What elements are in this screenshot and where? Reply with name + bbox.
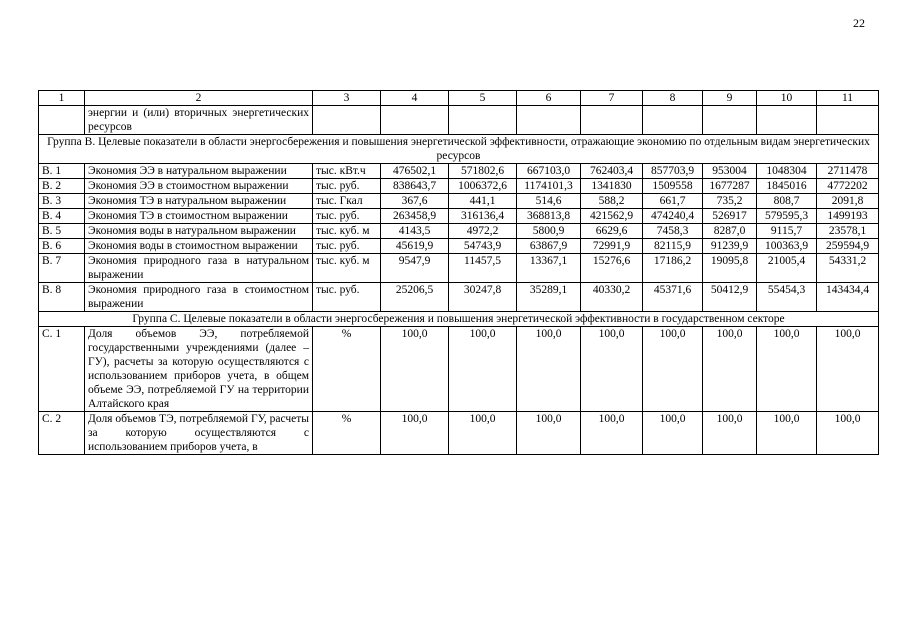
target-indicators-table	[38, 90, 879, 455]
table-row	[39, 209, 879, 224]
value-cell: 316136,4	[449, 209, 517, 224]
value-cell: 368813,8	[517, 209, 581, 224]
group-c-header-row	[39, 312, 879, 327]
column-number: 8	[643, 91, 703, 106]
value-cell: 55454,3	[757, 283, 817, 312]
value-cell: 11457,5	[449, 254, 517, 283]
indicator-code: В. 8	[39, 283, 85, 312]
value-cell: 571802,6	[449, 164, 517, 179]
value-cell: 19095,8	[703, 254, 757, 283]
column-number: 1	[39, 91, 85, 106]
value-cell: 100,0	[703, 412, 757, 455]
value-cell: 100,0	[643, 327, 703, 412]
table-row	[39, 224, 879, 239]
value-cell: 100,0	[581, 327, 643, 412]
indicator-code: С. 2	[39, 412, 85, 455]
continuation-row	[39, 106, 879, 135]
value-cell: 4972,2	[449, 224, 517, 239]
value-cell: 421562,9	[581, 209, 643, 224]
value-cell: 143434,4	[817, 283, 879, 312]
value-cell: 4772202	[817, 179, 879, 194]
column-number: 11	[817, 91, 879, 106]
group-b-header-row	[39, 135, 879, 164]
value-cell: 808,7	[757, 194, 817, 209]
table-row	[39, 327, 879, 412]
table-row	[39, 194, 879, 209]
value-cell: 91239,9	[703, 239, 757, 254]
value-cell: 100,0	[703, 327, 757, 412]
value-cell: 30247,8	[449, 283, 517, 312]
column-number: 4	[381, 91, 449, 106]
value-cell: 667103,0	[517, 164, 581, 179]
value-cell: 8287,0	[703, 224, 757, 239]
indicator-code: В. 7	[39, 254, 85, 283]
value-cell: 45619,9	[381, 239, 449, 254]
value-cell: 100,0	[449, 412, 517, 455]
value-cell: 100363,9	[757, 239, 817, 254]
column-number: 9	[703, 91, 757, 106]
indicator-description: Экономия природного газа в стоимостном выражении	[85, 283, 313, 312]
value-cell: 50412,9	[703, 283, 757, 312]
value-cell: 441,1	[449, 194, 517, 209]
value-cell: 762403,4	[581, 164, 643, 179]
value-cell: 100,0	[643, 412, 703, 455]
value-cell: 514,6	[517, 194, 581, 209]
value-cell: 661,7	[643, 194, 703, 209]
indicator-description: Экономия ЭЭ в натуральном выражении	[85, 164, 313, 179]
column-number: 7	[581, 91, 643, 106]
indicator-description: Экономия ТЭ в натуральном выражении	[85, 194, 313, 209]
unit-cell: тыс. руб.	[313, 209, 381, 224]
group-c-title: Группа С. Целевые показатели в области энергосбережения и повышения энергетической эффективности в государственном секторе	[39, 312, 879, 327]
value-cell: 1845016	[757, 179, 817, 194]
value-cell: 17186,2	[643, 254, 703, 283]
indicator-description: Экономия природного газа в натуральном выражении	[85, 254, 313, 283]
value-cell: 13367,1	[517, 254, 581, 283]
group-b-title: Группа В. Целевые показатели в области энергосбережения и повышения энергетической эффективности, отражающие экономию по отдельным видам энергетических ресурсов	[39, 135, 879, 164]
indicator-code: С. 1	[39, 327, 85, 412]
value-cell: 588,2	[581, 194, 643, 209]
value-cell: 1499193	[817, 209, 879, 224]
value-cell: 100,0	[517, 327, 581, 412]
value-cell: 526917	[703, 209, 757, 224]
column-number: 10	[757, 91, 817, 106]
indicator-code: В. 6	[39, 239, 85, 254]
value-cell: 72991,9	[581, 239, 643, 254]
value-cell: 100,0	[581, 412, 643, 455]
page-number: 22	[853, 16, 865, 30]
value-cell: 100,0	[381, 327, 449, 412]
indicator-code: В. 3	[39, 194, 85, 209]
indicator-code: В. 1	[39, 164, 85, 179]
value-cell: 259594,9	[817, 239, 879, 254]
value-cell: 476502,1	[381, 164, 449, 179]
indicator-code: В. 5	[39, 224, 85, 239]
value-cell: 367,6	[381, 194, 449, 209]
value-cell: 82115,9	[643, 239, 703, 254]
value-cell: 1341830	[581, 179, 643, 194]
column-number-row	[39, 91, 879, 106]
value-cell: 54743,9	[449, 239, 517, 254]
value-cell: 100,0	[817, 327, 879, 412]
value-cell: 2091,8	[817, 194, 879, 209]
indicator-description: Доля объемов ЭЭ, потребляемой государственными учреждениями (далее – ГУ), расчеты за которую осуществляются с использованием приборов учета, в общем объеме ЭЭ, потребляемой ГУ на территории Алтайского края	[85, 327, 313, 412]
unit-cell: %	[313, 412, 381, 455]
indicator-description: Экономия воды в натуральном выражении	[85, 224, 313, 239]
value-cell: 15276,6	[581, 254, 643, 283]
unit-cell: тыс. руб.	[313, 283, 381, 312]
value-cell: 857703,9	[643, 164, 703, 179]
unit-cell: тыс. руб.	[313, 239, 381, 254]
value-cell: 5800,9	[517, 224, 581, 239]
value-cell: 2711478	[817, 164, 879, 179]
value-cell: 579595,3	[757, 209, 817, 224]
value-cell: 25206,5	[381, 283, 449, 312]
value-cell: 100,0	[449, 327, 517, 412]
value-cell: 735,2	[703, 194, 757, 209]
value-cell: 100,0	[757, 412, 817, 455]
value-cell: 23578,1	[817, 224, 879, 239]
table-row	[39, 164, 879, 179]
value-cell: 45371,6	[643, 283, 703, 312]
table-row	[39, 254, 879, 283]
column-number: 5	[449, 91, 517, 106]
value-cell: 1174101,3	[517, 179, 581, 194]
indicator-description: Экономия ТЭ в стоимостном выражении	[85, 209, 313, 224]
value-cell: 21005,4	[757, 254, 817, 283]
value-cell: 4143,5	[381, 224, 449, 239]
unit-cell: тыс. куб. м	[313, 254, 381, 283]
indicator-description: Экономия ЭЭ в стоимостном выражении	[85, 179, 313, 194]
indicator-description: Экономия воды в стоимостном выражении	[85, 239, 313, 254]
value-cell: 1677287	[703, 179, 757, 194]
value-cell: 1048304	[757, 164, 817, 179]
value-cell: 100,0	[517, 412, 581, 455]
column-number: 2	[85, 91, 313, 106]
table-row	[39, 239, 879, 254]
unit-cell: %	[313, 327, 381, 412]
value-cell: 63867,9	[517, 239, 581, 254]
value-cell: 40330,2	[581, 283, 643, 312]
column-number: 3	[313, 91, 381, 106]
column-number: 6	[517, 91, 581, 106]
value-cell: 54331,2	[817, 254, 879, 283]
value-cell: 9115,7	[757, 224, 817, 239]
table-row	[39, 179, 879, 194]
unit-cell: тыс. Гкал	[313, 194, 381, 209]
value-cell: 35289,1	[517, 283, 581, 312]
value-cell: 474240,4	[643, 209, 703, 224]
unit-cell: тыс. руб.	[313, 179, 381, 194]
value-cell: 6629,6	[581, 224, 643, 239]
value-cell: 263458,9	[381, 209, 449, 224]
indicator-code: В. 2	[39, 179, 85, 194]
value-cell: 100,0	[381, 412, 449, 455]
indicator-description: энергии и (или) вторичных энергетических ресурсов	[85, 106, 313, 135]
value-cell: 1006372,6	[449, 179, 517, 194]
table-row	[39, 412, 879, 455]
value-cell: 953004	[703, 164, 757, 179]
unit-cell: тыс. куб. м	[313, 224, 381, 239]
indicator-description: Доля объемов ТЭ, потребляемой ГУ, расчеты за которую осуществляются с использованием приборов учета, в	[85, 412, 313, 455]
value-cell: 1509558	[643, 179, 703, 194]
value-cell: 9547,9	[381, 254, 449, 283]
value-cell: 838643,7	[381, 179, 449, 194]
indicator-code: В. 4	[39, 209, 85, 224]
value-cell: 100,0	[757, 327, 817, 412]
value-cell: 7458,3	[643, 224, 703, 239]
value-cell: 100,0	[817, 412, 879, 455]
unit-cell: тыс. кВт.ч	[313, 164, 381, 179]
table-row	[39, 283, 879, 312]
